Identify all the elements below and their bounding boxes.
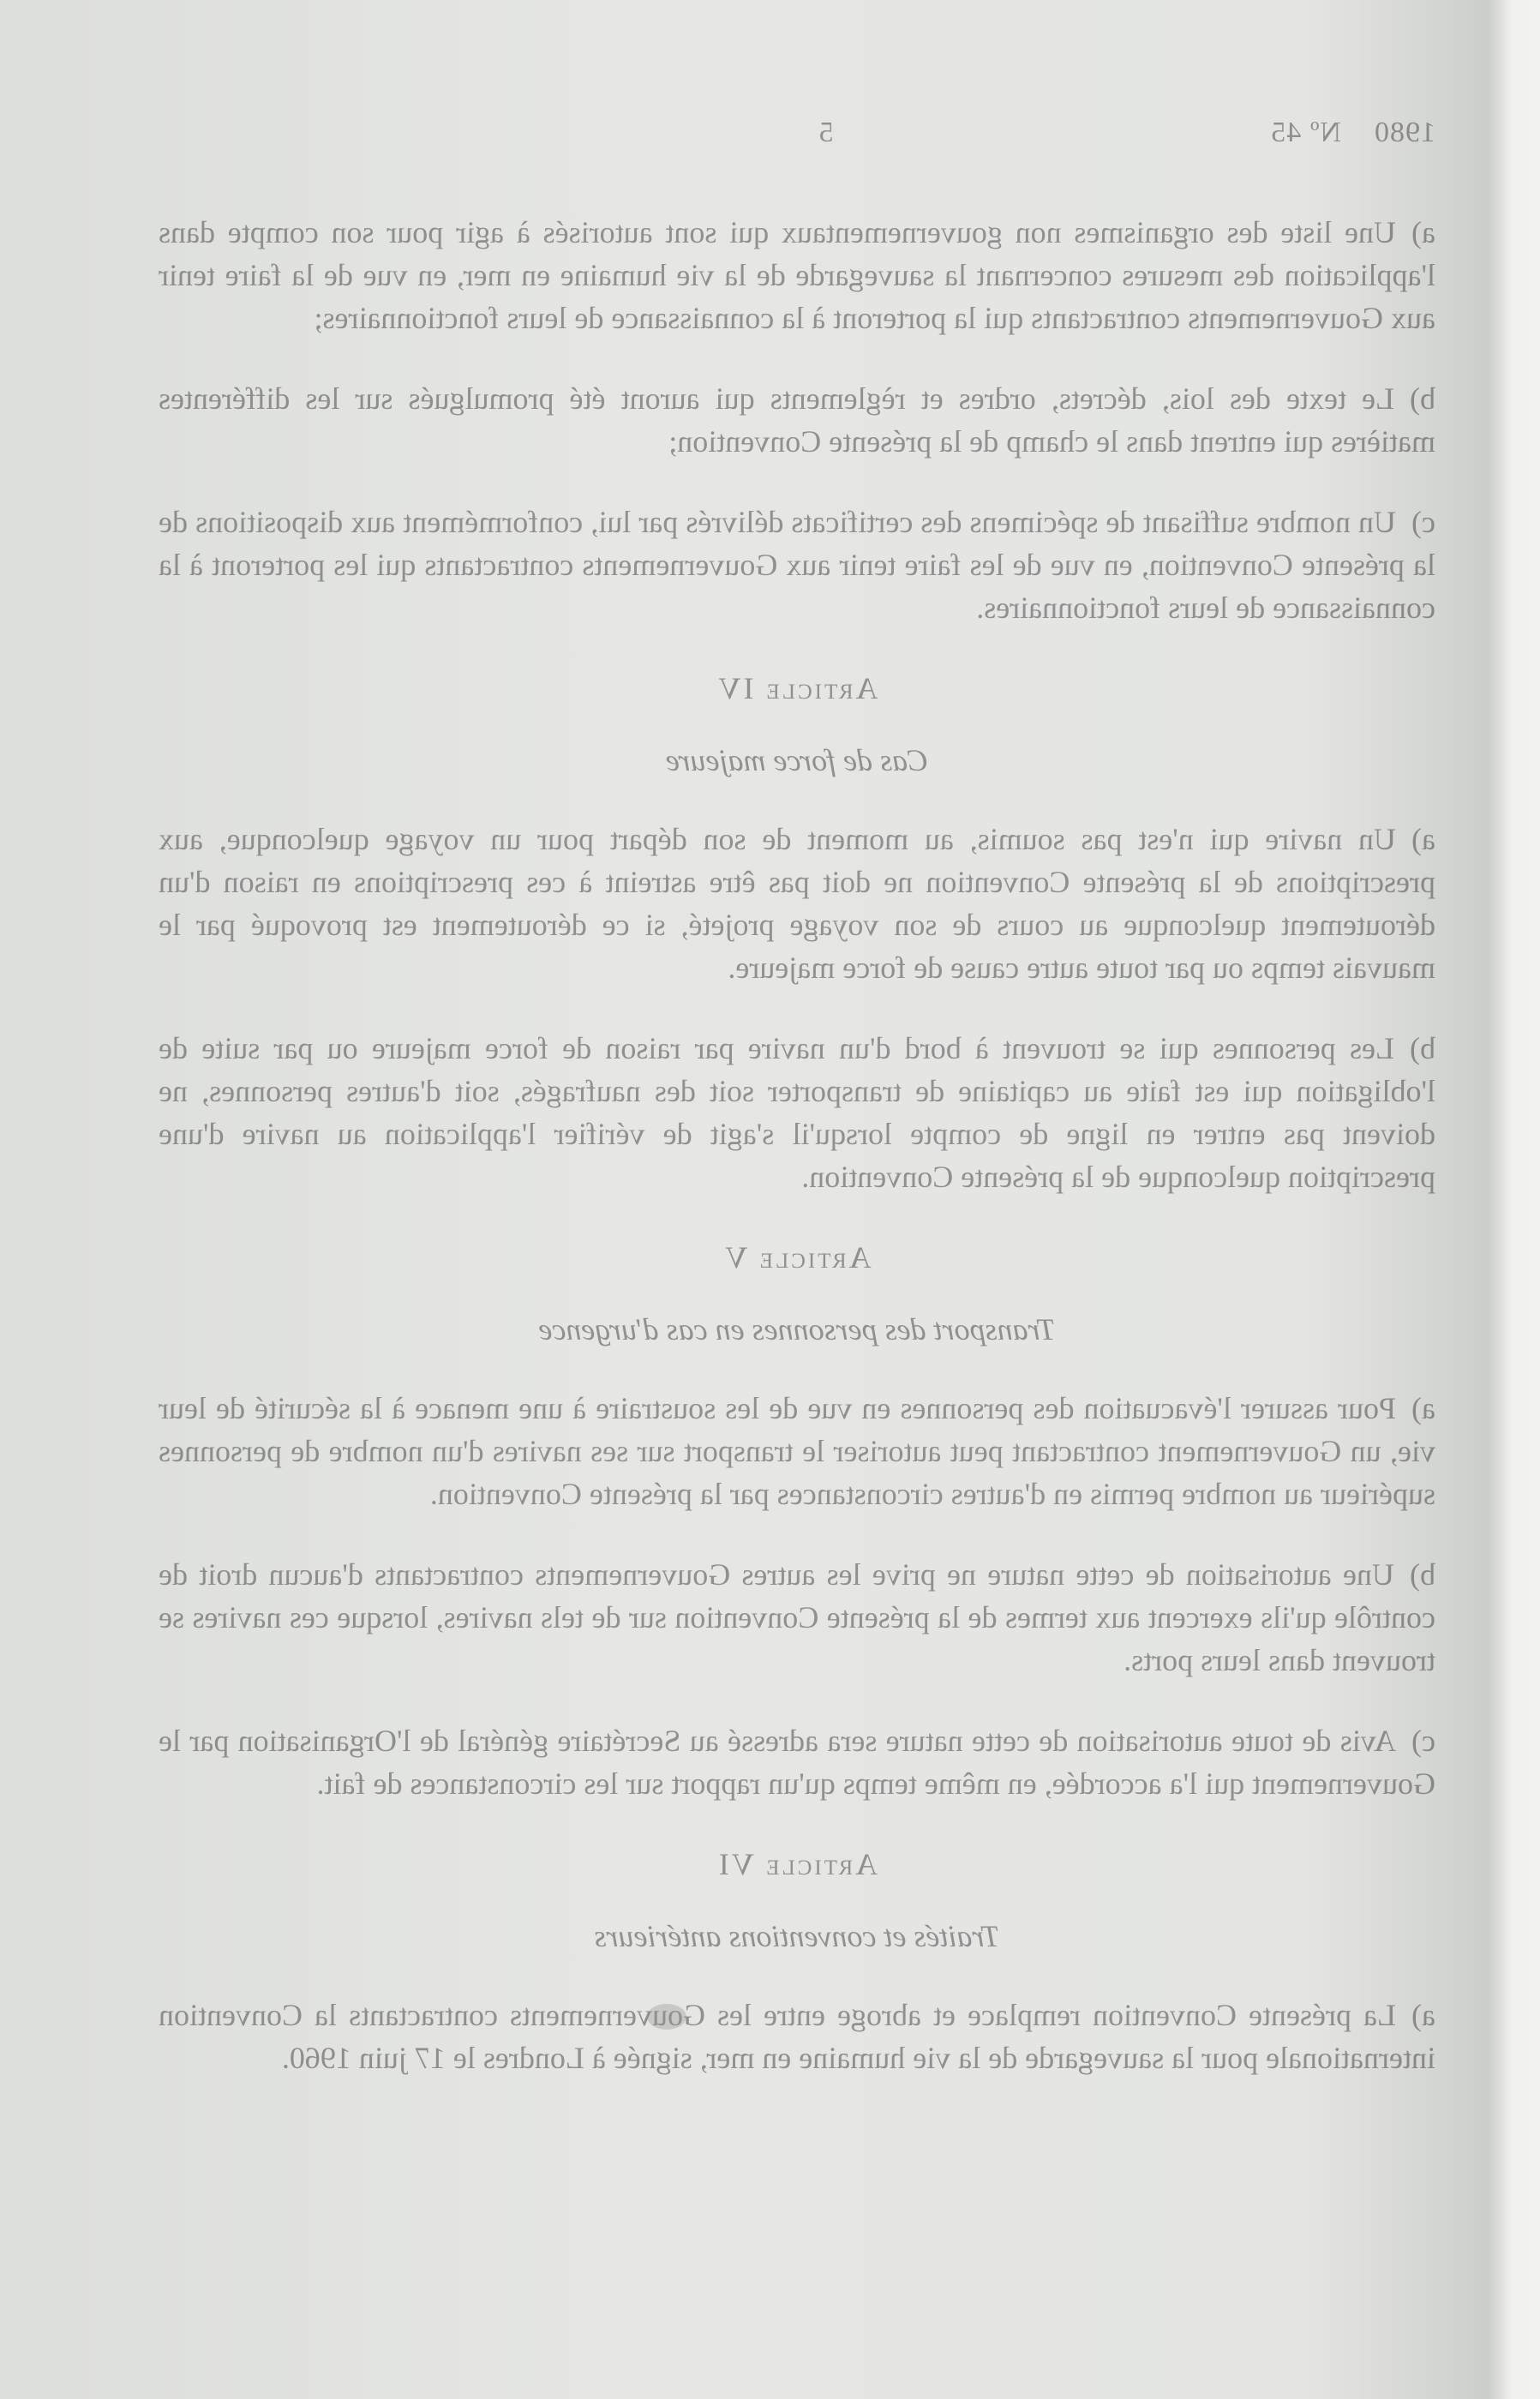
article-vi-title: Article VI bbox=[716, 1847, 878, 1881]
page-header bbox=[159, 111, 1435, 154]
paragraph-v-b: b)Une autorisation de cette nature ne prive les autres Gouvernements contractants d'aucun droit de contrôle qu'ils exercent aux termes de la présente Convention sur de tels navires, lorsque ces navires se trouvent dans leurs ports. bbox=[159, 1557, 1435, 1677]
article-iv-subtitle: Cas de force majeure bbox=[665, 743, 929, 777]
header-year: 1980 bbox=[1374, 117, 1435, 148]
article-iv-title: Article IV bbox=[716, 671, 878, 705]
ink-blot-mark bbox=[647, 2004, 686, 2030]
header-year-issue bbox=[1270, 111, 1435, 154]
paragraph-iii-a: a)Une liste des organismes non gouvernementaux qui sont autorisés à agir pour son compte dans l'application des mesures concernant la sauvegarde de la vie humaine en mer, en vue de la faire tenir aux Gouvernements contractants qui la porteront à la connaissance de leurs fonctionnaires; bbox=[159, 215, 1435, 335]
paragraph-v-a: a)Pour assurer l'évacuation des personnes en vue de les soustraire à une menace à la sécurité de leur vie, un Gouvernement contractant peut autoriser le transport sur ses navires d'un nombre de personnes supérieur au nombre permis en d'autres circonstances par la présente Convention. bbox=[159, 1391, 1435, 1511]
article-vi-subtitle: Traités et conventions antérieurs bbox=[594, 1919, 1000, 1953]
text-column bbox=[159, 111, 1435, 2117]
article-v-title: Article V bbox=[722, 1240, 872, 1274]
paragraph-iv-b: b)Les personnes qui se trouvent à bord d'un navire par raison de force majeure ou par suite de l'obligation qui est faite au capitaine de transporter soit des naufragés, soit d'autres personnes, ne doivent pas entrer en ligne de compte lorsqu'il s'agit de vérifier l'application au navire d'une prescription quelconque de la présente Convention. bbox=[159, 1031, 1435, 1194]
article-v-subtitle: Transport des personnes en cas d'urgence bbox=[538, 1312, 1056, 1346]
header-issue: Nº 45 bbox=[1270, 117, 1341, 148]
paragraph-iii-b: b)Le texte des lois, décrets, ordres et règlements qui auront été promulgués sur les différentes matières qui entrent dans le champ de la présente Convention; bbox=[159, 381, 1435, 459]
paragraph-iii-c: c)Un nombre suffisant de spécimens des certificats délivrés par lui, conformément aux dispositions de la présente Convention, en vue de les faire tenir aux Gouvernements contractants qui les porteront à la connaissance de leurs fonctionnaires. bbox=[159, 505, 1435, 625]
header-page-number: 5 bbox=[818, 117, 834, 148]
paragraph-iv-a: a)Un navire qui n'est pas soumis, au moment de son départ pour un voyage quelconque, aux prescriptions de la présente Convention ne doit pas être astreint à ces prescriptions en raison d'un déroutement quelconque au cours de son voyage projeté, si ce déroutement est provoqué par le mauvais temps ou par toute autre cause de force majeure. bbox=[159, 822, 1435, 985]
page-edge-shadow bbox=[1489, 0, 1540, 2399]
paragraph-vi-a: a)La présente Convention remplace et abroge entre les Gouvernements contractants la Convention internationale pour la sauvegarde de la vie humaine en mer, signée à Londres le 17 juin 1960. bbox=[159, 1998, 1435, 2075]
paragraph-v-c: c)Avis de toute autorisation de cette nature sera adressé au Secrétaire général de l'Organisation par le Gouvernement qui l'a accordée, en même temps qu'un rapport sur les circonstances de fait. bbox=[159, 1724, 1435, 1801]
